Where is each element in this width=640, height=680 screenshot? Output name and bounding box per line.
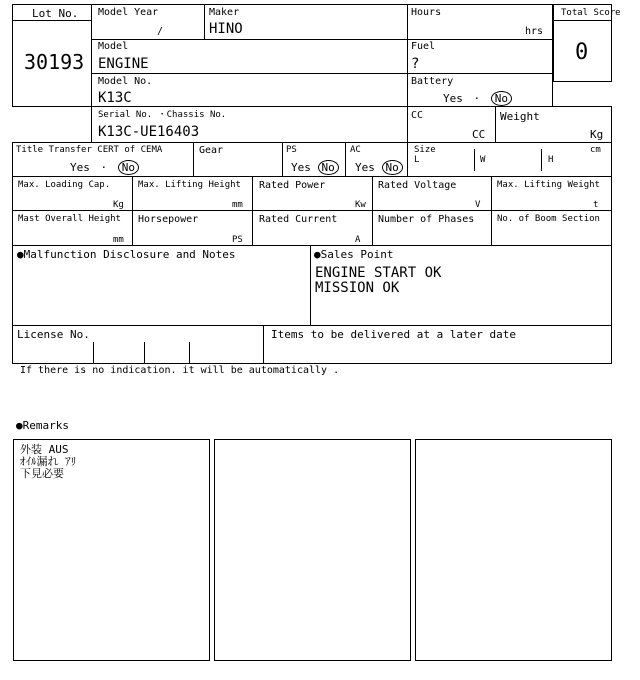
later-items-label: Items to be delivered at a later date (271, 328, 517, 341)
cc-unit: CC (472, 128, 486, 141)
size-label: Size (414, 145, 436, 155)
serial-label: Serial No. ・Chassis No. (98, 110, 227, 120)
max-loading-label: Max. Loading Cap. (18, 180, 111, 190)
rated-current-label: Rated Current (259, 214, 338, 225)
sales-point-label: ●Sales Point (314, 248, 394, 261)
ac-label: AC (350, 145, 361, 155)
title-transfer-label: Title Transfer CERT of CEMA (16, 145, 163, 155)
battery-dot: · (473, 92, 481, 105)
model-year-label: Model Year (98, 7, 159, 18)
hours-label: Hours (411, 7, 442, 18)
max-lifting-height-unit: mm (232, 200, 243, 210)
ac-no-circled: No (382, 160, 403, 175)
total-score-value: 0 (575, 40, 589, 65)
rated-power-label: Rated Power (259, 180, 326, 191)
model-year-separator: / (157, 26, 164, 37)
gear-label: Gear (199, 145, 224, 156)
serial-value: K13C-UE16403 (98, 124, 200, 140)
total-score-label: Total Score (561, 8, 621, 18)
model-no-label: Model No. (98, 76, 153, 87)
ps-yes: Yes (291, 161, 311, 174)
title-transfer-no-circled: No (118, 160, 139, 175)
maker-label: Maker (209, 7, 240, 18)
ac-yes: Yes (355, 161, 375, 174)
ps-no-circled: No (318, 160, 339, 175)
remarks-line-2: ｵｲﾙ漏れ ｱﾘ (20, 455, 77, 468)
license-label: License No. (17, 328, 90, 341)
remarks-box-3 (415, 439, 612, 661)
remarks-box-2 (214, 439, 411, 661)
remarks-line-1: 外装 AUS (20, 443, 69, 456)
rated-voltage-unit: V (475, 200, 481, 210)
weight-unit: Kg (590, 128, 604, 141)
phases-label: Number of Phases (378, 214, 475, 225)
battery-yes: Yes (443, 92, 463, 105)
horsepower-unit: PS (232, 235, 243, 245)
horsepower-label: Horsepower (138, 214, 199, 225)
title-transfer-yes: Yes (70, 161, 90, 174)
ps-label: PS (286, 145, 297, 155)
battery-no-circled: No (491, 91, 512, 106)
size-h: H (548, 155, 554, 165)
hours-unit: hrs (525, 26, 544, 37)
remarks-label: ●Remarks (16, 419, 69, 432)
model-no-value: K13C (98, 90, 132, 106)
fuel-label: Fuel (411, 41, 436, 52)
footnote: If there is no indication. it will be automatically . (20, 365, 340, 376)
mast-height-label: Mast Overall Height (18, 214, 121, 224)
weight-label: Weight (500, 110, 540, 123)
title-transfer-dot: · (100, 161, 108, 174)
boom-sections-label: No. of Boom Section (497, 214, 600, 224)
lot-number: 30193 (24, 50, 85, 74)
battery-label: Battery (411, 76, 454, 87)
rated-power-unit: Kw (355, 200, 366, 210)
max-lifting-weight-unit: t (593, 200, 599, 210)
max-loading-unit: Kg (113, 200, 124, 210)
malfunction-label: ●Malfunction Disclosure and Notes (17, 248, 236, 261)
remarks-line-3: 下見必要 (20, 467, 64, 480)
lot-label: Lot No. (32, 7, 79, 20)
model-value: ENGINE (98, 56, 149, 72)
rated-current-unit: A (355, 235, 361, 245)
size-unit: cm (590, 145, 601, 155)
size-w: W (480, 155, 486, 165)
sales-point-line-1: ENGINE START OK (315, 265, 442, 281)
cc-label: CC (411, 110, 424, 121)
sales-point-line-2: MISSION OK (315, 280, 400, 296)
max-lifting-weight-label: Max. Lifting Weight (497, 180, 600, 190)
size-l: L (414, 155, 420, 165)
maker-value: HINO (209, 21, 243, 37)
fuel-value: ? (411, 56, 420, 72)
max-lifting-height-label: Max. Lifting Height (138, 180, 241, 190)
mast-height-unit: mm (113, 235, 124, 245)
model-label: Model (98, 41, 129, 52)
rated-voltage-label: Rated Voltage (378, 180, 457, 191)
